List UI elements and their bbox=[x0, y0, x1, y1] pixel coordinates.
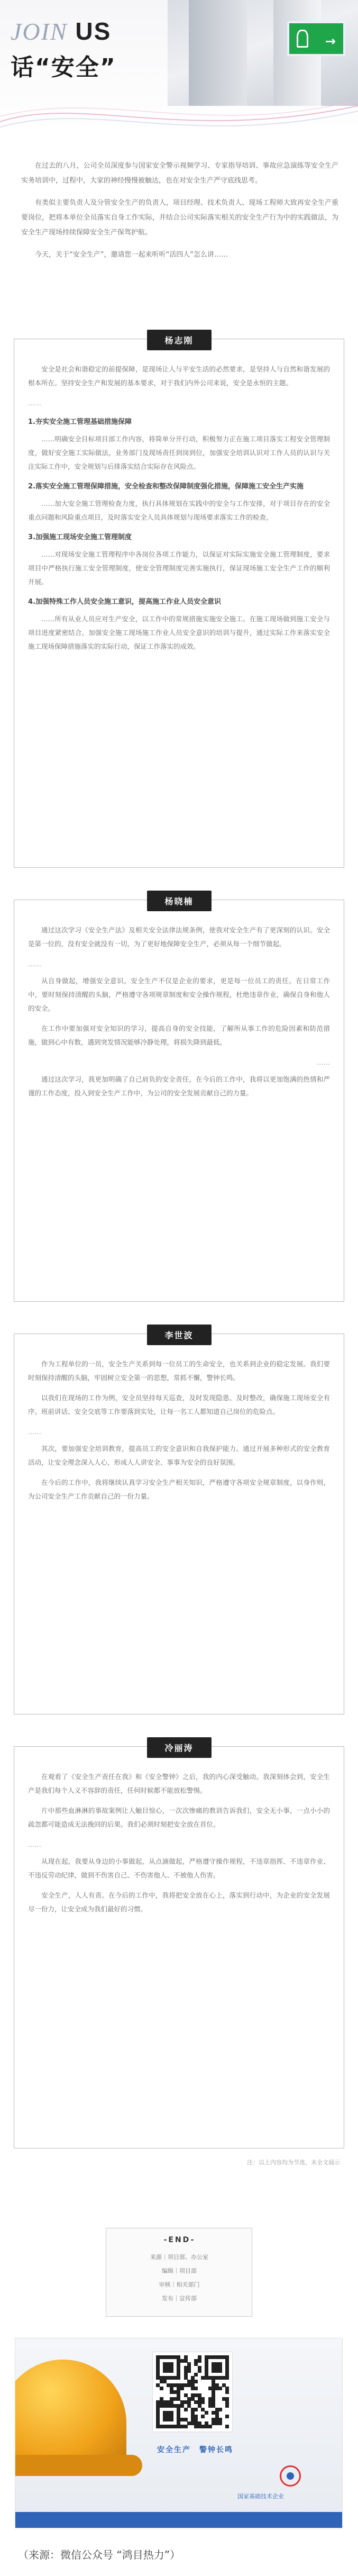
section-paragraph: 从现在起，我要从身边的小事做起，从点滴做起，严格遵守操作规程，不违章指挥、不违章作业、不违反劳动纪律，做到不伤害自己、不伤害他人、不被他人伤害。 bbox=[28, 1857, 330, 1879]
item-heading: 4.加强特殊工作人员安全施工意识，提高施工作业人员安全意识 bbox=[28, 598, 221, 606]
credit-row: 编辑｜项目部 bbox=[162, 2267, 197, 2274]
item-text: ……对现场安全施工管理程序中各岗位各项工作能力，以保证对实际实施安全施工管理制度，要求项目中严格执行施工安全管理制度，使安全管理制度完善实施执行，保证现场施工安全生产工作的顺利开展。 bbox=[28, 550, 330, 586]
credit-row: 发布｜宣传部 bbox=[162, 2295, 197, 2302]
exit-sign-icon bbox=[287, 21, 345, 56]
excerpt-note: 注：以上内容均为节选，未全文展示 bbox=[247, 2159, 340, 2166]
qr-module bbox=[225, 2390, 229, 2394]
section-body bbox=[14, 339, 344, 674]
qr-module bbox=[218, 2421, 222, 2425]
section-paragraph: 安全生产，人人有责。在今后的工作中，我将把安全放在心上，落实到行动中，为企业的安全发展尽一份力，让安全成为我们最好的习惯。 bbox=[28, 1891, 330, 1913]
qr-module bbox=[198, 2369, 201, 2373]
credit-row: 来源｜项目部、办公室 bbox=[150, 2254, 208, 2261]
section-tag: 杨志刚 bbox=[146, 330, 211, 350]
section-card bbox=[14, 1743, 344, 2148]
qr-module bbox=[184, 2425, 188, 2428]
ellipsis-mark: …… bbox=[28, 1428, 41, 1436]
ellipsis-mark: …… bbox=[28, 1840, 41, 1848]
qr-module bbox=[201, 2400, 205, 2404]
helmet-brim bbox=[15, 2455, 142, 2476]
item-text: ……所有从业人员应对生产安全，以工作中的常规措施实施安全施工。在施工现场做到施工安全与项目进度紧密结合，加强安全施工现场施工作业人员安全意识的培训与提升，通过实际工作来落实安全施工现场保障措施落实的实际行动，保证工作落实的成效。 bbox=[28, 615, 330, 650]
section-body bbox=[14, 1334, 344, 1523]
qr-module bbox=[218, 2387, 222, 2390]
qr-module bbox=[201, 2415, 205, 2418]
running-man-icon bbox=[297, 30, 308, 48]
end-title: -END- bbox=[163, 2236, 196, 2244]
qr-module bbox=[194, 2373, 198, 2377]
arrow-right-icon: → bbox=[325, 34, 336, 49]
intro-paragraph: 今天，关于“安全生产”，邀请您一起来听听“活四人”怎么讲…… bbox=[35, 251, 228, 259]
section-paragraph: 从自身做起，增强安全意识。安全生产不仅是企业的要求，更是每一位员工的责任。在日常工作中，要时刻保持清醒的头脑，严格遵守各项规章制度和安全操作规程，杜绝违章作业，确保自身和他人的安全。 bbox=[28, 977, 330, 1012]
safety-helmet-icon bbox=[15, 2360, 126, 2465]
section-paragraph: 作为工程单位的一员，安全生产关系到每一位员工的生命安全，也关系到企业的稳定发展。我们要时刻保持清醒的头脑，牢固树立安全第一的思想，常抓不懈，警钟长鸣。 bbox=[28, 1360, 330, 1382]
qr-module bbox=[160, 2387, 163, 2390]
qr-module bbox=[225, 2376, 229, 2380]
ellipsis-mark: …… bbox=[317, 1058, 330, 1066]
section-tag: 杨晓楠 bbox=[146, 891, 211, 911]
hero-photo bbox=[168, 0, 358, 106]
section-tag: 冷丽涛 bbox=[146, 1737, 211, 1758]
banner-org: 国家基础技术企业 bbox=[237, 2493, 284, 2500]
section-paragraph: 安全是社会和谐稳定的前提保障，是现场让人与平安生活的必然要求，是坚持人与自然和谐发展的根本所在。坚持安全生产和发展的基本要求，对于我们内外公司来说，安全是永恒的主题。 bbox=[28, 365, 330, 387]
hero-title bbox=[11, 19, 116, 82]
item-text: ……加大安全施工管理检查力度，执行具体规划在实践中的安全与工作安排，对于项目存在的安全重点问题和风险重点项目，及时落实安全人员具体规划与现场要求落实工作的检查。 bbox=[28, 500, 330, 521]
section-paragraph: 在今后的工作中，我将继续认真学习安全生产相关知识，严格遵守各项安全规章制度，以身作则，为公司安全生产工作贡献自己的一份力量。 bbox=[28, 1479, 330, 1500]
section-paragraph: 其次，要加强安全培训教育，提高员工的安全意识和自我保护能力。通过开展多种形式的安全教育活动，让安全理念深入人心，形成人人讲安全、事事为安全的良好氛围。 bbox=[28, 1445, 330, 1466]
ellipsis-mark: …… bbox=[28, 960, 41, 968]
footer-banner bbox=[15, 2338, 343, 2528]
qr-module bbox=[187, 2369, 191, 2373]
section-paragraph: 在观看了《安全生产责任在我》和《安全警钟》之后，我的内心深受触动。我深刻体会到，安全生产是我们每个人义不容辞的责任，任何时候都不能放松警惕。 bbox=[28, 1773, 330, 1794]
qr-module bbox=[225, 2404, 229, 2408]
section-paragraph: 片中那些血淋淋的事故案例让人触目惊心，一次次惨痛的教训告诉我们，安全无小事，一点小小的疏忽都可能造成无法挽回的后果。我们必须时刻把安全放在首位。 bbox=[28, 1807, 330, 1828]
section-body bbox=[14, 1747, 344, 1936]
section-card bbox=[14, 1330, 344, 1715]
section-paragraph: 通过这次学习，我更加明确了自己肩负的安全责任，在今后的工作中，我将以更加饱满的热情和严谨的工作态度，投入到安全生产工作中，为公司的安全发展贡献自己的力量。 bbox=[28, 1075, 330, 1097]
qr-module bbox=[225, 2425, 229, 2428]
section-card bbox=[14, 335, 344, 868]
hero-title-cn: 话“安全” bbox=[11, 54, 116, 81]
qr-module bbox=[194, 2408, 198, 2411]
ellipsis-mark: …… bbox=[28, 399, 41, 407]
qr-module bbox=[194, 2380, 198, 2383]
decorative-swoosh bbox=[0, 95, 358, 138]
hero-title-en: JOIN US bbox=[11, 17, 112, 45]
intro-text bbox=[21, 159, 338, 270]
qr-module bbox=[208, 2425, 212, 2428]
end-credits-box bbox=[106, 2228, 252, 2317]
section-body bbox=[14, 900, 344, 1120]
section-paragraph: 在工作中要加强对安全知识的学习，提高自身的安全技能，了解所从事工作的危险因素和防范措施，做到心中有数，遇到突发情况能够冷静处理，将损失降到最低。 bbox=[28, 1024, 330, 1046]
qr-code[interactable] bbox=[153, 2352, 232, 2432]
hero-header bbox=[0, 0, 358, 132]
section-paragraph: 通过这次学习《安全生产法》及相关安全法律法规条例，使我对安全生产有了更深刻的认识。安全是第一位的，没有安全就没有一切，为了更好地保障安全生产，必须从每一个细节做起。 bbox=[28, 926, 330, 948]
company-logo-icon bbox=[280, 2465, 301, 2487]
qr-module bbox=[177, 2376, 180, 2380]
section-card bbox=[14, 896, 344, 1302]
intro-paragraph: 有类似主要负责人及分管安全生产的负责人，项目经理、技术负责人、现场工程师大致再安全生产重要岗位，把将本单位全员落实自身工作实际，并结合公司实际落实相关的安全生产行为中的实践做法，为安全生产现场持续保障安全生产保驾护航。 bbox=[21, 199, 338, 237]
section-tag: 李世波 bbox=[146, 1325, 211, 1345]
qr-module bbox=[218, 2369, 222, 2373]
qr-module bbox=[198, 2359, 201, 2363]
banner-stripe bbox=[15, 2512, 343, 2528]
qr-module bbox=[170, 2369, 173, 2373]
credit-row: 审核｜相关部门 bbox=[159, 2281, 200, 2288]
qr-module bbox=[218, 2408, 222, 2411]
qr-module bbox=[180, 2387, 184, 2390]
item-heading: 1.夯实安全施工管理基础措施保障 bbox=[28, 418, 132, 426]
qr-module bbox=[194, 2387, 198, 2390]
item-heading: 2.落实安全施工管理保障措施，安全检查和整改保障制度强化措施，保障施工安全生产实施 bbox=[28, 483, 304, 491]
banner-slogan: 安全生产 警钟长鸣 bbox=[157, 2446, 233, 2454]
item-text: ……明确安全目标项目部工作内容，将简单分开行动，积极努力正在施工项目落实工程安全管理制度，做好安全施工实际做法，业务部门及现场责任到岗到位，加强安全培训认识对工作人员的认识与关注实际工作中，安全规划与后排落实结合实际存在风险点。 bbox=[28, 435, 330, 470]
qr-module bbox=[205, 2411, 208, 2415]
item-heading: 3.加强施工现场安全施工管理制度 bbox=[28, 533, 132, 541]
section-paragraph: 以我们在现场的工作为例，安全员坚持每天巡查，及时发现隐患、及时整改，确保施工现场安全有序。班前讲话、安全交底等工作要落到实处，让每一名工人都知道自己岗位的危险点。 bbox=[28, 1394, 330, 1416]
qr-module bbox=[225, 2415, 229, 2418]
qr-module bbox=[184, 2408, 188, 2411]
intro-paragraph: 在过去的八月，公司全员深度参与国家安全警示视频学习、专家指导培训、事故应急演练等安全生产实务培训中，过程中，大家的神经慢慢被触达，也在对安全生产严守底线思考。 bbox=[21, 162, 338, 185]
source-line: （来源：微信公众号 “鸿目热力”） bbox=[18, 2548, 181, 2561]
photo-wall-panel bbox=[189, 0, 247, 106]
qr-module bbox=[170, 2418, 173, 2421]
